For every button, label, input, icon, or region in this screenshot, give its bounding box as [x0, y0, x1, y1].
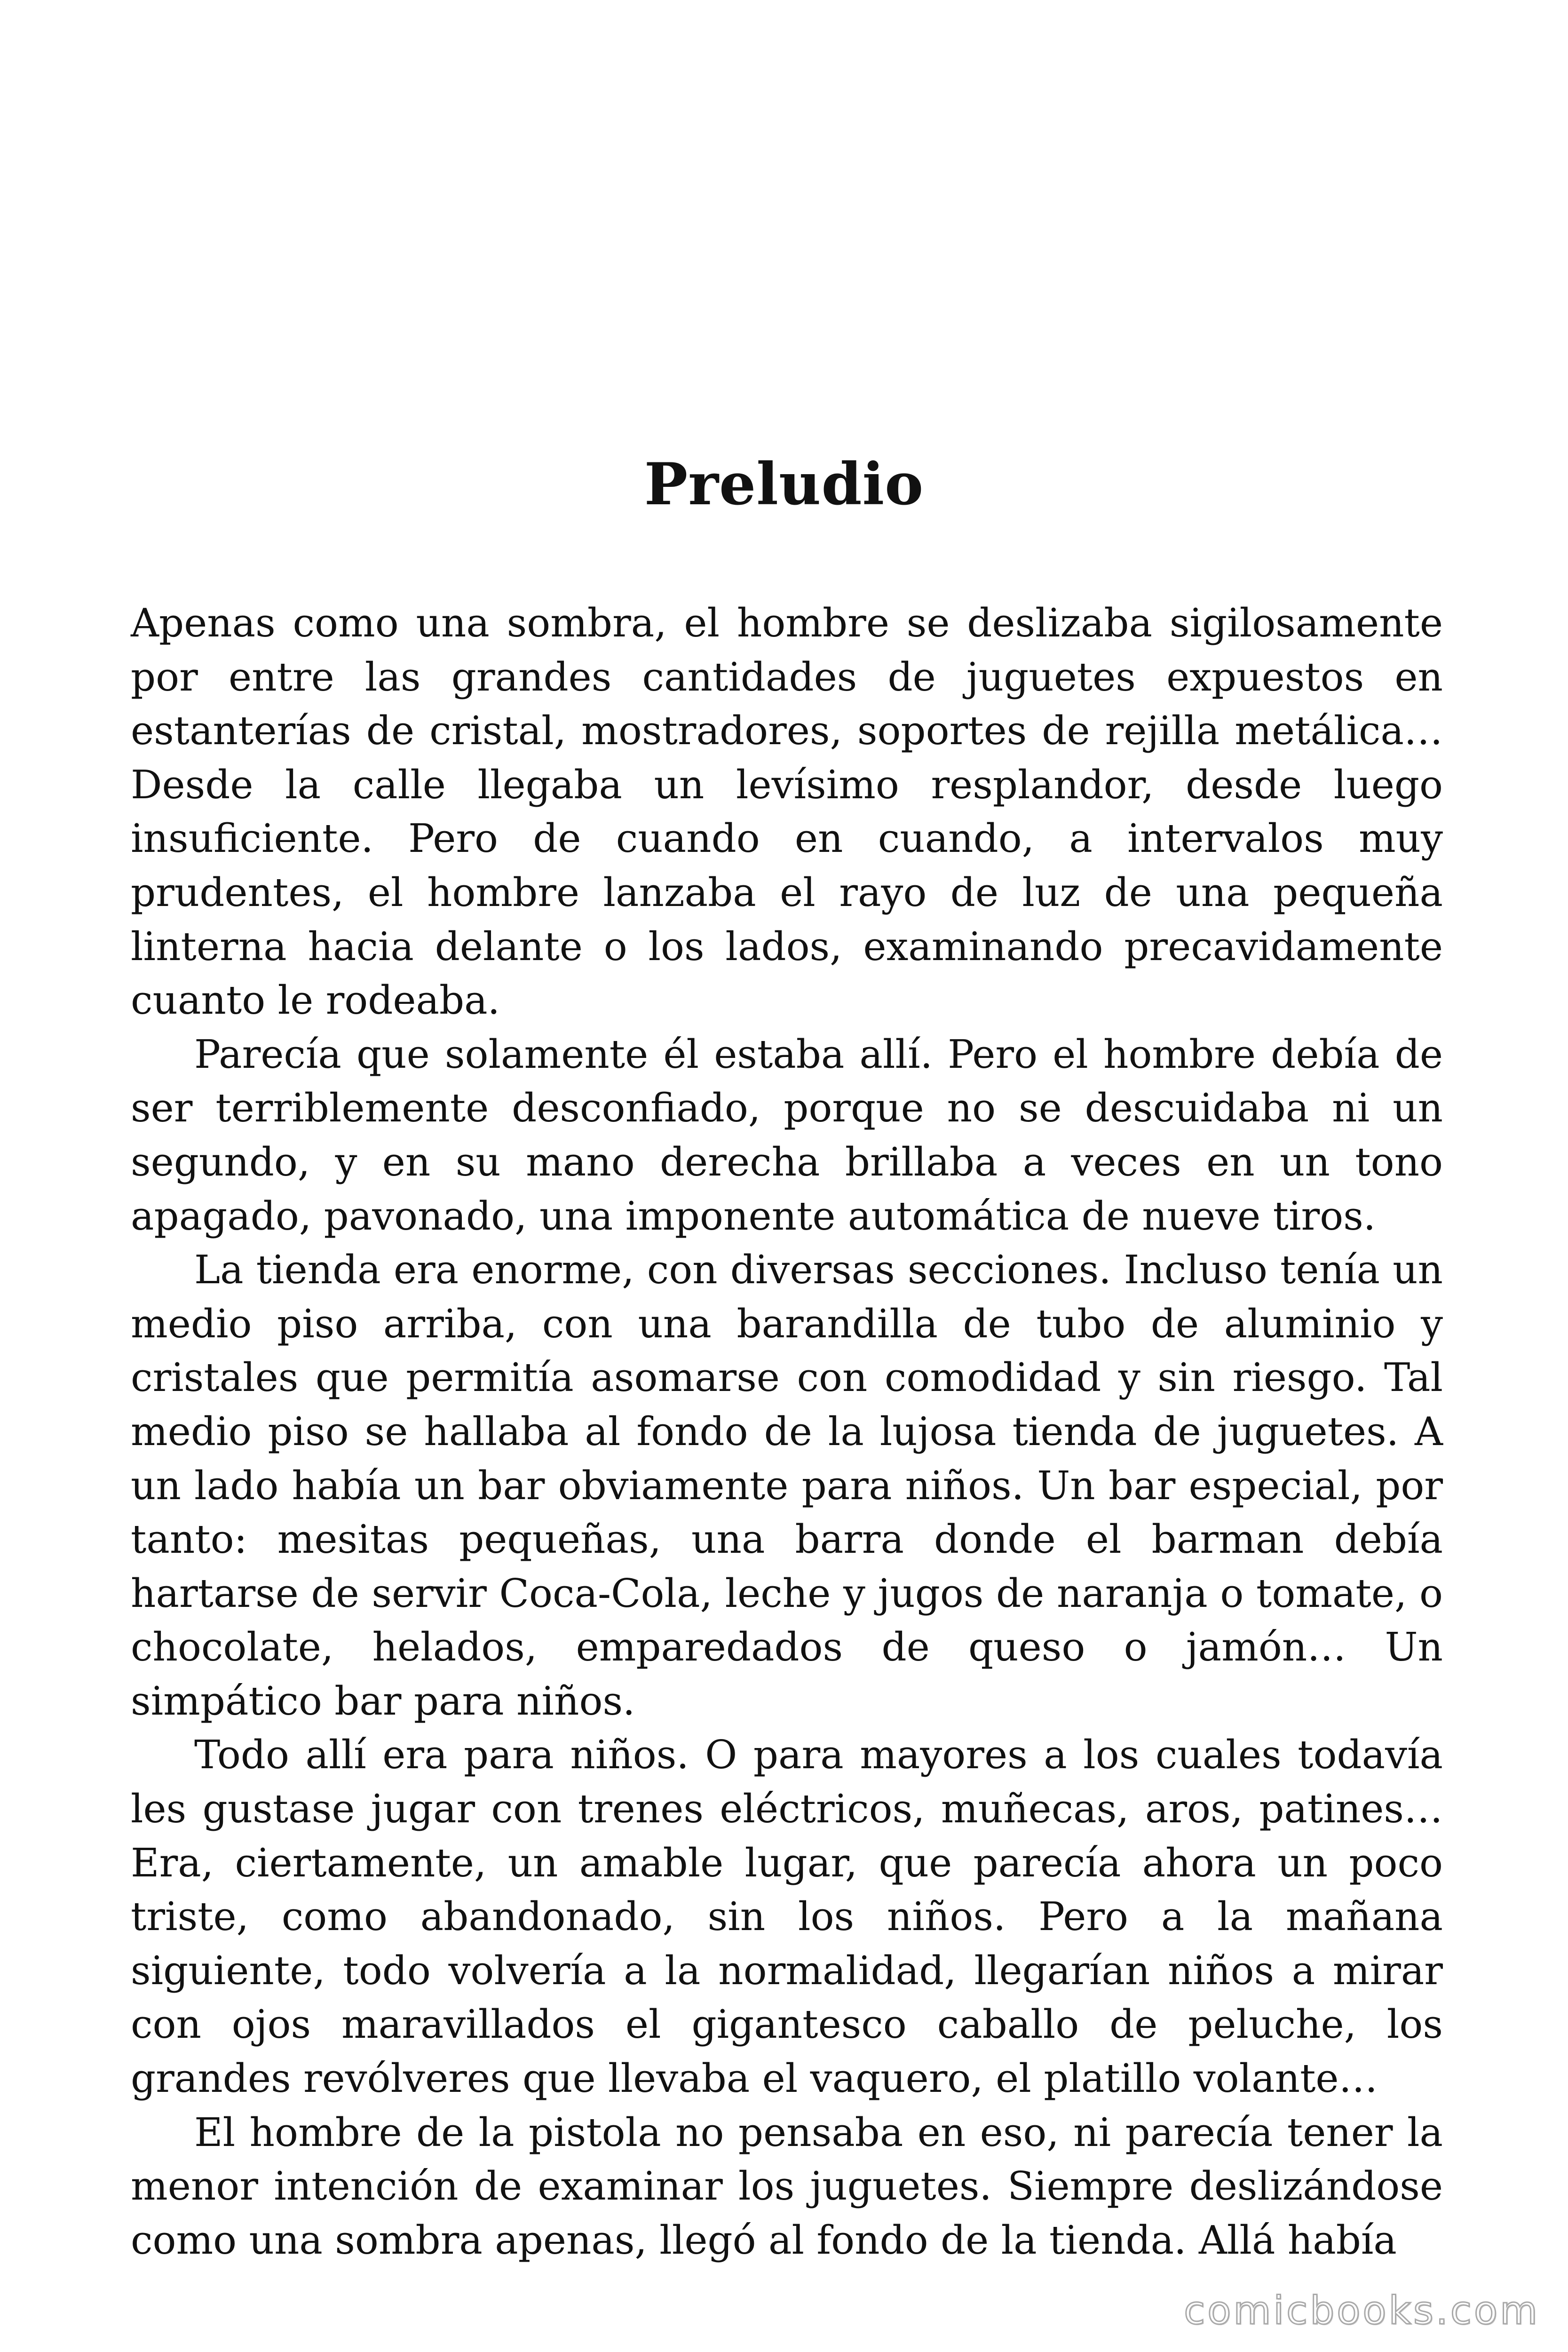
- paragraph-2: Parecía que solamente él estaba allí. Pero el hombre debía de ser terriblemente desconfiado, porque no se descuidaba ni un segundo, y en su mano derecha brillaba a veces en un tono apagado, pavonado, una imponente automática de nueve tiros.: [131, 1031, 1443, 1239]
- chapter-body: [131, 596, 1443, 2267]
- paragraph-1: Apenas como una sombra, el hombre se deslizaba sigilosamente por entre las grandes cantidades de juguetes expuestos en estanterías de cristal, mostradores, soportes de rejilla metálica… Desde la calle llegaba un levísimo resplandor, desde luego insuficiente. Pero de cuando en cuando, a intervalos muy prudentes, el hombre lanzaba el rayo de luz de una pequeña linterna hacia delante o los lados, examinando precavidamente cuanto le rodeaba.: [131, 600, 1443, 1024]
- paragraph-5: El hombre de la pistola no pensaba en eso, ni parecía tener la menor intención de examinar los juguetes. Siempre deslizándose como una sombra apenas, llegó al fondo de la tienda. Allá había: [131, 2109, 1443, 2263]
- chapter-title: Preludio: [644, 451, 924, 518]
- site-watermark: comicbooks.com: [1184, 2288, 1540, 2333]
- paragraph-3: La tienda era enorme, con diversas secciones. Incluso tenía un medio piso arriba, con una barandilla de tubo de aluminio y cristales que permitía asomarse con comodidad y sin riesgo. Tal medio piso se hallaba al fondo de la lujosa tienda de juguetes. A un lado había un bar obviamente para niños. Un bar especial, por tanto: mesitas pequeñas, una barra donde el barman debía hartarse de servir Coca-Cola, leche y jugos de naranja o tomate, o chocolate, helados, emparedados de queso o jamón… Un simpático bar para niños.: [131, 1247, 1443, 1724]
- paragraph-4: Todo allí era para niños. O para mayores a los cuales todavía les gustase jugar con trenes eléctricos, muñecas, aros, patines… Era, ciertamente, un amable lugar, que parecía ahora un poco triste, como abandonado, sin los niños. Pero a la mañana siguiente, todo volvería a la normalidad, llegarían niños a mirar con ojos maravillados el gigantesco caballo de peluche, los grandes revólveres que llevaba el vaquero, el platillo volante…: [131, 1732, 1443, 2102]
